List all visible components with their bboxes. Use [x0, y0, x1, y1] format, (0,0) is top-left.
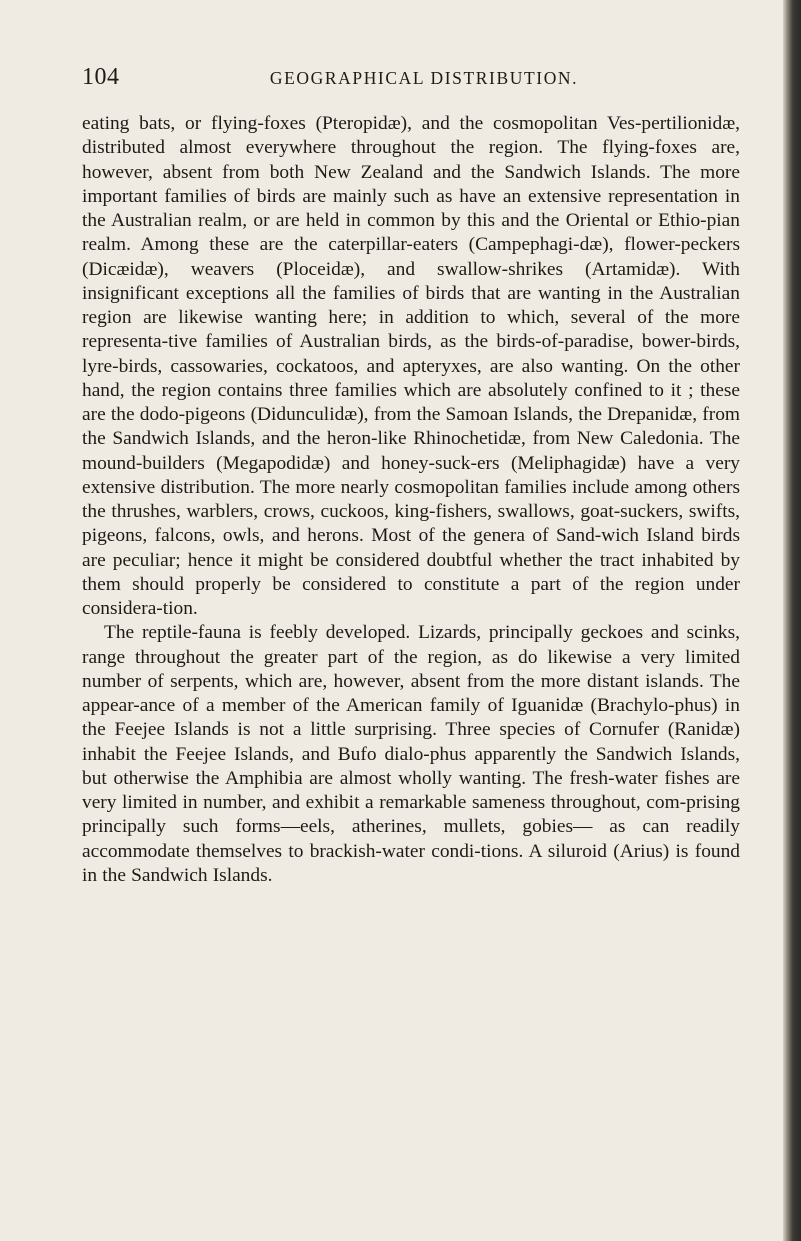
paragraph-birds: eating bats, or flying-foxes (Pteropidæ), and the cosmopolitan Ves-pertilionidæ, distributed almost everywhere throughout the region. The flying-foxes are, however, absent from both New Zealand and the Sandwich Islands. The more important families of birds are mainly such as have an extensive representation in the Australian realm, or are held in common by this and the Oriental or Ethio-pian realm. Among these are the caterpillar-eaters (Campephagi-dæ), flower-peckers (Dicæidæ), weavers (Ploceidæ), and swallow-shrikes (Artamidæ). With insignificant exceptions all the families of birds that are wanting in the Australian region are likewise wanting here; in addition to which, several of the more representa-tive families of Australian birds, as the birds-of-paradise, bower-birds, lyre-birds, cassowaries, cockatoos, and apteryxes, are also wanting. On the other hand, the region contains three families which are absolutely confined to it ; these are the dodo-pigeons (Didunculidæ), from the Samoan Islands, the Drepanidæ, from the Sandwich Islands, and the heron-like Rhinochetidæ, from New Caledonia. The mound-builders (Megapodidæ) and honey-suck-ers (Meliphagidæ) have a very extensive distribution. The more nearly cosmopolitan families include among others the thrushes, warblers, crows, cuckoos, king-fishers, swallows, goat-suckers, swifts, pigeons, falcons, owls, and herons. Most of the genera of Sand-wich Island birds are peculiar; hence it might be considered doubtful whether the tract inhabited by them should properly be considered to constitute a part of the region under considera-tion. [82, 113, 740, 619]
body-text [82, 112, 740, 888]
page-number: 104 [82, 64, 120, 90]
paragraph-reptiles: The reptile-fauna is feebly developed. Lizards, principally geckoes and scinks, range throughout the greater part of the region, as do likewise a very limited number of serpents, which are, however, absent from the more distant islands. The appear-ance of a member of the American family of Iguanidæ (Brachylo-phus) in the Feejee Islands is not a little surprising. Three species of Cornufer (Ranidæ) inhabit the Feejee Islands, and Bufo dialo-phus apparently the Sandwich Islands, but otherwise the Amphibia are almost wholly wanting. The fresh-water fishes are very limited in number, and exhibit a remarkable sameness throughout, com-prising principally such forms—eels, atherines, mullets, gobies— as can readily accommodate themselves to brackish-water condi-tions. A siluroid (Arius) is found in the Sandwich Islands. [82, 622, 740, 886]
page-header [82, 64, 732, 94]
page-edge-shadow [783, 0, 801, 1241]
running-head: GEOGRAPHICAL DISTRIBUTION. [269, 68, 579, 88]
